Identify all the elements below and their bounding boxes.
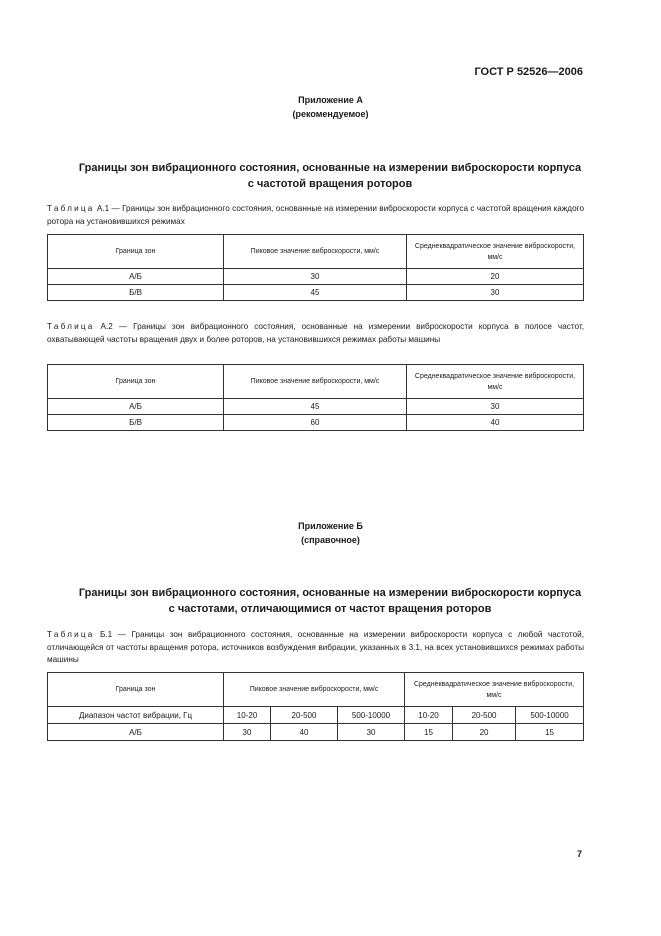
table-cell: А/Б xyxy=(48,724,224,741)
table-row xyxy=(48,415,584,431)
table-cell: 500-10000 xyxy=(516,707,584,724)
header-cell: Пиковое значение виброскорости, мм/с xyxy=(224,235,407,269)
table-cell: 30 xyxy=(224,269,407,285)
header-cell: Граница зон xyxy=(48,235,224,269)
header-cell: Граница зон xyxy=(48,673,224,707)
table-row xyxy=(48,399,584,415)
appendix-a-title: Приложение А xyxy=(298,95,363,105)
table-cell: А/Б xyxy=(48,269,224,285)
appendix-b-title: Приложение Б xyxy=(298,521,363,531)
table-cell: 45 xyxy=(224,285,407,301)
caption-prefix: Таблица xyxy=(47,204,95,213)
table-cell: 20 xyxy=(407,269,584,285)
header-cell: Граница зон xyxy=(48,365,224,399)
table-a2-caption xyxy=(47,321,584,346)
appendix-a-status: (рекомендуемое) xyxy=(292,109,369,119)
table-b1-caption xyxy=(47,629,584,667)
table-cell: 30 xyxy=(224,724,271,741)
table-cell: 30 xyxy=(338,724,405,741)
table-row xyxy=(48,707,584,724)
section-title-line: с частотами, отличающимися от частот вращения роторов xyxy=(168,603,492,615)
table-cell: А/Б xyxy=(48,399,224,415)
header-cell: Среднеквадратическое значение виброскорости, мм/с xyxy=(405,673,584,707)
table-row xyxy=(48,285,584,301)
table-cell: 20-500 xyxy=(453,707,516,724)
section-title-line: с частотой вращения роторов xyxy=(247,178,413,190)
table-cell: 20 xyxy=(453,724,516,741)
section-title-line: Границы зон вибрационного состояния, основанные на измерении виброскорости корпуса xyxy=(78,162,582,174)
table-a1 xyxy=(47,234,584,301)
header-cell: Среднеквадратическое значение виброскорости, мм/с xyxy=(407,365,584,399)
table-header-row xyxy=(48,235,584,269)
table-cell: Б/В xyxy=(48,285,224,301)
appendix-b-section-title xyxy=(40,585,620,617)
table-cell: 60 xyxy=(224,415,407,431)
header-cell: Пиковое значение виброскорости, мм/с xyxy=(224,673,405,707)
table-cell: 45 xyxy=(224,399,407,415)
table-header-row xyxy=(48,365,584,399)
table-row xyxy=(48,724,584,741)
table-cell: 500-10000 xyxy=(338,707,405,724)
table-b1 xyxy=(47,672,584,741)
appendix-b-status: (справочное) xyxy=(301,535,360,545)
page-number: 7 xyxy=(576,849,582,859)
table-cell: Б/В xyxy=(48,415,224,431)
caption-prefix: Таблица xyxy=(47,322,95,331)
table-row xyxy=(48,269,584,285)
caption-prefix: Таблица xyxy=(47,630,95,639)
caption-text: Б.1 — Границы зон вибрационного состояния, основанные на измерении виброскорости корпуса с любой частотой, отличающейся от частоты вращения ротора, источников возбуждения вибрации, указанных в 3.1, на всех установившихся режимах работы машины xyxy=(47,630,584,664)
header-cell: Среднеквадратическое значение виброскорости, мм/с xyxy=(407,235,584,269)
document-code: ГОСТ Р 52526—2006 xyxy=(474,66,583,78)
table-cell: 20-500 xyxy=(271,707,338,724)
table-cell: 10-20 xyxy=(405,707,453,724)
table-a2 xyxy=(47,364,584,431)
section-title-line: Границы зон вибрационного состояния, основанные на измерении виброскорости корпуса xyxy=(78,587,582,599)
table-cell: 30 xyxy=(407,285,584,301)
table-cell: 40 xyxy=(271,724,338,741)
table-cell: 10-20 xyxy=(224,707,271,724)
header-cell: Пиковое значение виброскорости, мм/с xyxy=(224,365,407,399)
table-cell: 15 xyxy=(405,724,453,741)
table-cell: 40 xyxy=(407,415,584,431)
table-cell: 15 xyxy=(516,724,584,741)
table-cell: 30 xyxy=(407,399,584,415)
caption-text: А.2 — Границы зон вибрационного состояния, основанные на измерении виброскорости корпуса в полосе частот, охватывающей частоты вращения двух и более роторов, на установившихся режимах работы машины xyxy=(47,322,584,344)
table-cell: Диапазон частот вибрации, Гц xyxy=(48,707,224,724)
table-a1-caption xyxy=(47,203,584,228)
caption-text: А.1 — Границы зон вибрационного состояния, основанные на измерении виброскорости корпуса с частотой вращения каждого ротора на установившихся режимах xyxy=(47,204,584,226)
table-header-row xyxy=(48,673,584,707)
appendix-a-section-title xyxy=(40,160,620,192)
